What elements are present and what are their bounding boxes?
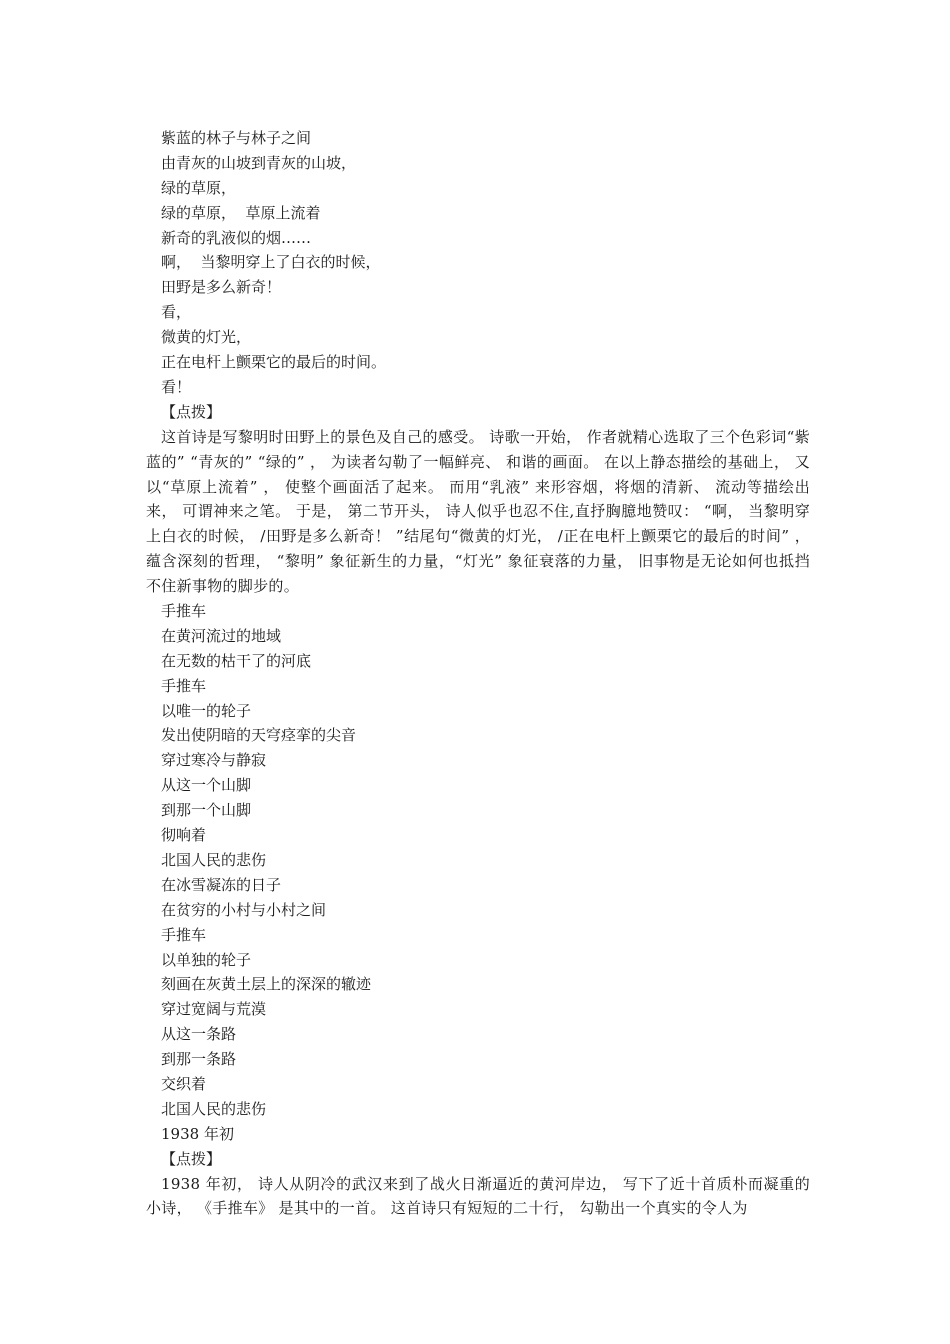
poem-line: 从这一条路 (161, 1025, 237, 1044)
poem-line: 绿的草原， (161, 178, 237, 197)
poem-line: 刻画在灰黄土层上的深深的辙迹 (161, 975, 372, 994)
poem-line: 在无数的枯干了的河底 (161, 651, 312, 670)
document-page (146, 126, 810, 1221)
poem-line: 到那一个山脚 (161, 801, 252, 820)
poem-line: 从这一个山脚 (161, 776, 252, 795)
note-heading: 【点拨】 (161, 1149, 222, 1168)
poem-line: 穿过宽阔与荒漠 (161, 1000, 267, 1019)
poem-date: 1938 年初 (161, 1124, 234, 1143)
poem-line: 正在电杆上颤栗它的最后的时间。 (161, 353, 387, 372)
poem-dawn (146, 126, 810, 400)
poem-line: 在黄河流过的地域 (161, 626, 282, 645)
note-paragraph: 这首诗是写黎明时田野上的景色及自己的感受。 诗歌一开始， 作者就精心选取了三个色彩词“紫蓝的” “青灰的” “绿的” ， 为读者勾勒了一幅鲜亮、 和谐的画面。 在以上静态描绘的基础上， 又以“草原上流着” ， 使整个画面活了起来。 而用“乳液” 来形容烟，将烟的清新、 流动等描绘出来， 可谓神来之笔。 于是， 第二节开头， 诗人似乎也忍不住,直抒胸臆地赞叹： “啊， 当黎明穿上白衣的时候， /田野是多么新奇！ ”结尾句“微黄的灯光， /正在电杆上颤栗它的最后的时间” ， 蕴含深刻的哲理， “黎明” 象征新生的力量，“灯光” 象征衰落的力量， 旧事物是无论如何也抵挡不住新事物的脚步的。 (146, 427, 810, 596)
poem-line: 北国人民的悲伤 (161, 850, 267, 869)
poem-line: 绿的草原， 草原上流着 (161, 203, 321, 222)
poem-line: 以单独的轮子 (161, 950, 252, 969)
poem-line: 到那一条路 (161, 1050, 237, 1069)
poem-line: 穿过寒冷与静寂 (161, 751, 267, 770)
poem-wheelbarrow (146, 599, 810, 1147)
note-heading: 【点拨】 (161, 402, 222, 421)
poem-line: 手推车 (161, 602, 207, 621)
poem-line: 看， (161, 303, 192, 322)
poem-line: 手推车 (161, 676, 207, 695)
poem-line: 微黄的灯光， (161, 328, 252, 347)
poem-line: 田野是多么新奇！ (161, 278, 282, 297)
poem-line: 手推车 (161, 925, 207, 944)
poem-line: 交织着 (161, 1074, 207, 1093)
poem-line: 在贫穷的小村与小村之间 (161, 900, 327, 919)
poem-line: 看！ (161, 377, 192, 396)
poem-line: 以唯一的轮子 (161, 701, 252, 720)
poem-line: 发出使阴暗的天穹痉挛的尖音 (161, 726, 357, 745)
poem-line: 紫蓝的林子与林子之间 (161, 129, 312, 147)
poem-line: 由青灰的山坡到青灰的山坡， (161, 153, 357, 172)
poem-line: 啊， 当黎明穿上了白衣的时候， (161, 253, 381, 272)
poem-line: 在冰雪凝冻的日子 (161, 875, 282, 894)
poem-line: 北国人民的悲伤 (161, 1099, 267, 1118)
note-paragraph: 1938 年初， 诗人从阴冷的武汉来到了战火日渐逼近的黄河岸边， 写下了近十首质朴而凝重的小诗， 《手推车》 是其中的一首。 这首诗只有短短的二十行， 勾勒出一个真实的令人为 (146, 1174, 810, 1218)
poem-line: 新奇的乳液似的烟…… (161, 228, 312, 247)
poem-line: 彻响着 (161, 826, 207, 845)
